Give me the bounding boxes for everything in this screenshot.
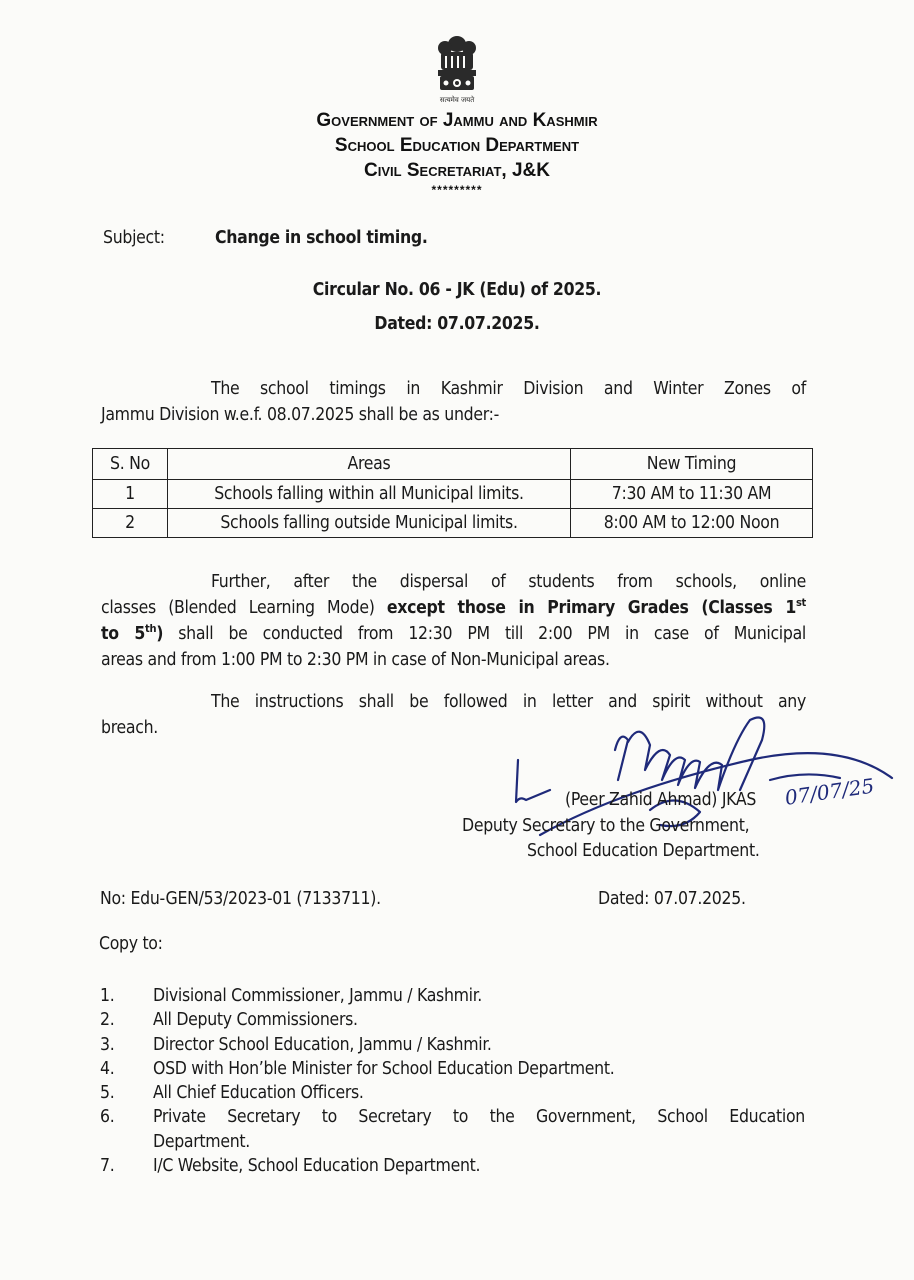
letterhead-government: Government of Jammu and Kashmir bbox=[316, 110, 598, 131]
list-item-number: 3. bbox=[100, 1034, 115, 1055]
copy-to-list bbox=[100, 984, 805, 1178]
list-item-number: 4. bbox=[100, 1058, 115, 1079]
reference-date: Dated: 07.07.2025. bbox=[598, 889, 746, 909]
signature-date: 07/07/25 bbox=[783, 773, 876, 810]
list-item bbox=[100, 1081, 805, 1105]
list-item-text: Private Secretary to Secretary to the Government, School Education bbox=[153, 1107, 805, 1128]
further-line-2-b: except those in Primary Grades (Classes 1 bbox=[386, 598, 796, 618]
table-header-row bbox=[93, 449, 813, 480]
letterhead-separator: ********* bbox=[431, 183, 483, 197]
letterhead-line-1 bbox=[0, 110, 914, 132]
list-item-text: Divisional Commissioner, Jammu / Kashmir. bbox=[153, 986, 482, 1006]
row-timing: 8:00 AM to 12:00 Noon bbox=[571, 509, 813, 538]
further-line-2 bbox=[101, 595, 806, 621]
instructions-line-1: The instructions shall be followed in letter and spirit without any bbox=[211, 692, 806, 712]
row-sno: 2 bbox=[93, 509, 168, 538]
online-classes-paragraph bbox=[101, 569, 806, 673]
svg-text:सत्यमेव जयते: सत्यमेव जयते bbox=[439, 96, 475, 104]
header-new-timing: New Timing bbox=[571, 449, 813, 480]
signatory-name: (Peer Zahid Ahmad) JKAS bbox=[565, 790, 757, 810]
further-line-3-c: shall be conducted from 12:30 PM till 2:00 PM in case of Municipal bbox=[163, 624, 806, 644]
list-item-text: All Chief Education Officers. bbox=[153, 1083, 364, 1104]
signatory-title: Deputy Secretary to the Government, bbox=[462, 816, 750, 836]
list-item-number: 7. bbox=[100, 1156, 115, 1177]
further-line-3 bbox=[101, 621, 806, 647]
list-item-number: 6. bbox=[100, 1107, 115, 1128]
row-timing: 7:30 AM to 11:30 AM bbox=[571, 480, 813, 509]
subject-text: Change in school timing. bbox=[215, 228, 428, 248]
list-item bbox=[100, 1033, 805, 1057]
list-item-number: 2. bbox=[100, 1010, 115, 1031]
letterhead-secretariat: Civil Secretariat, J&K bbox=[364, 160, 550, 181]
further-line-1: Further, after the dispersal of students from schools, online bbox=[211, 572, 806, 592]
letterhead-line-2 bbox=[0, 135, 914, 157]
list-item bbox=[100, 1154, 805, 1178]
further-line-3-sup: th bbox=[145, 622, 157, 636]
further-line-3-a: to 5 bbox=[101, 624, 146, 644]
intro-line-1: The school timings in Kashmir Division and Winter Zones of bbox=[211, 379, 806, 399]
copy-to-label: Copy to: bbox=[99, 934, 163, 954]
list-item bbox=[100, 1105, 805, 1154]
table-row bbox=[93, 480, 813, 509]
list-item-number: 5. bbox=[100, 1083, 115, 1104]
further-line-4: areas and from 1:00 PM to 2:30 PM in case of Non-Municipal areas. bbox=[101, 650, 610, 670]
list-item-number: 1. bbox=[100, 986, 115, 1006]
list-item-text: OSD with Hon’ble Minister for School Education Department. bbox=[153, 1058, 615, 1079]
row-area: Schools falling within all Municipal limits. bbox=[168, 480, 571, 509]
list-item bbox=[100, 1057, 805, 1081]
subject-label: Subject: bbox=[103, 228, 165, 248]
list-item bbox=[100, 984, 805, 1008]
list-item bbox=[100, 1008, 805, 1032]
list-item-text: Director School Education, Jammu / Kashmir. bbox=[153, 1034, 492, 1055]
header-areas: Areas bbox=[168, 449, 571, 480]
further-line-2-sup: st bbox=[795, 596, 806, 610]
intro-paragraph bbox=[101, 376, 806, 428]
intro-line-2: Jammu Division w.e.f. 08.07.2025 shall be as under:- bbox=[101, 405, 499, 425]
header-sno: S. No bbox=[93, 449, 168, 480]
table-row bbox=[93, 509, 813, 538]
circular-number: Circular No. 06 - JK (Edu) of 2025. bbox=[312, 280, 602, 300]
state-emblem-icon bbox=[426, 30, 488, 110]
list-item-text: I/C Website, School Education Department. bbox=[153, 1156, 481, 1177]
instructions-line-2: breach. bbox=[101, 718, 158, 738]
further-line-2-a: classes (Blended Learning Mode) bbox=[101, 598, 387, 618]
timing-table bbox=[92, 448, 813, 538]
further-line-3-b: ) bbox=[156, 624, 164, 644]
list-item-text: All Deputy Commissioners. bbox=[153, 1010, 358, 1031]
signatory-department: School Education Department. bbox=[527, 841, 760, 861]
row-sno: 1 bbox=[93, 480, 168, 509]
row-area: Schools falling outside Municipal limits. bbox=[168, 509, 571, 538]
letterhead-department: School Education Department bbox=[334, 135, 580, 156]
circular-date: Dated: 07.07.2025. bbox=[374, 314, 540, 334]
reference-number: No: Edu-GEN/53/2023-01 (7133711). bbox=[100, 889, 381, 909]
list-item-text-continued: Department. bbox=[153, 1131, 250, 1152]
letterhead-line-3 bbox=[0, 160, 914, 182]
